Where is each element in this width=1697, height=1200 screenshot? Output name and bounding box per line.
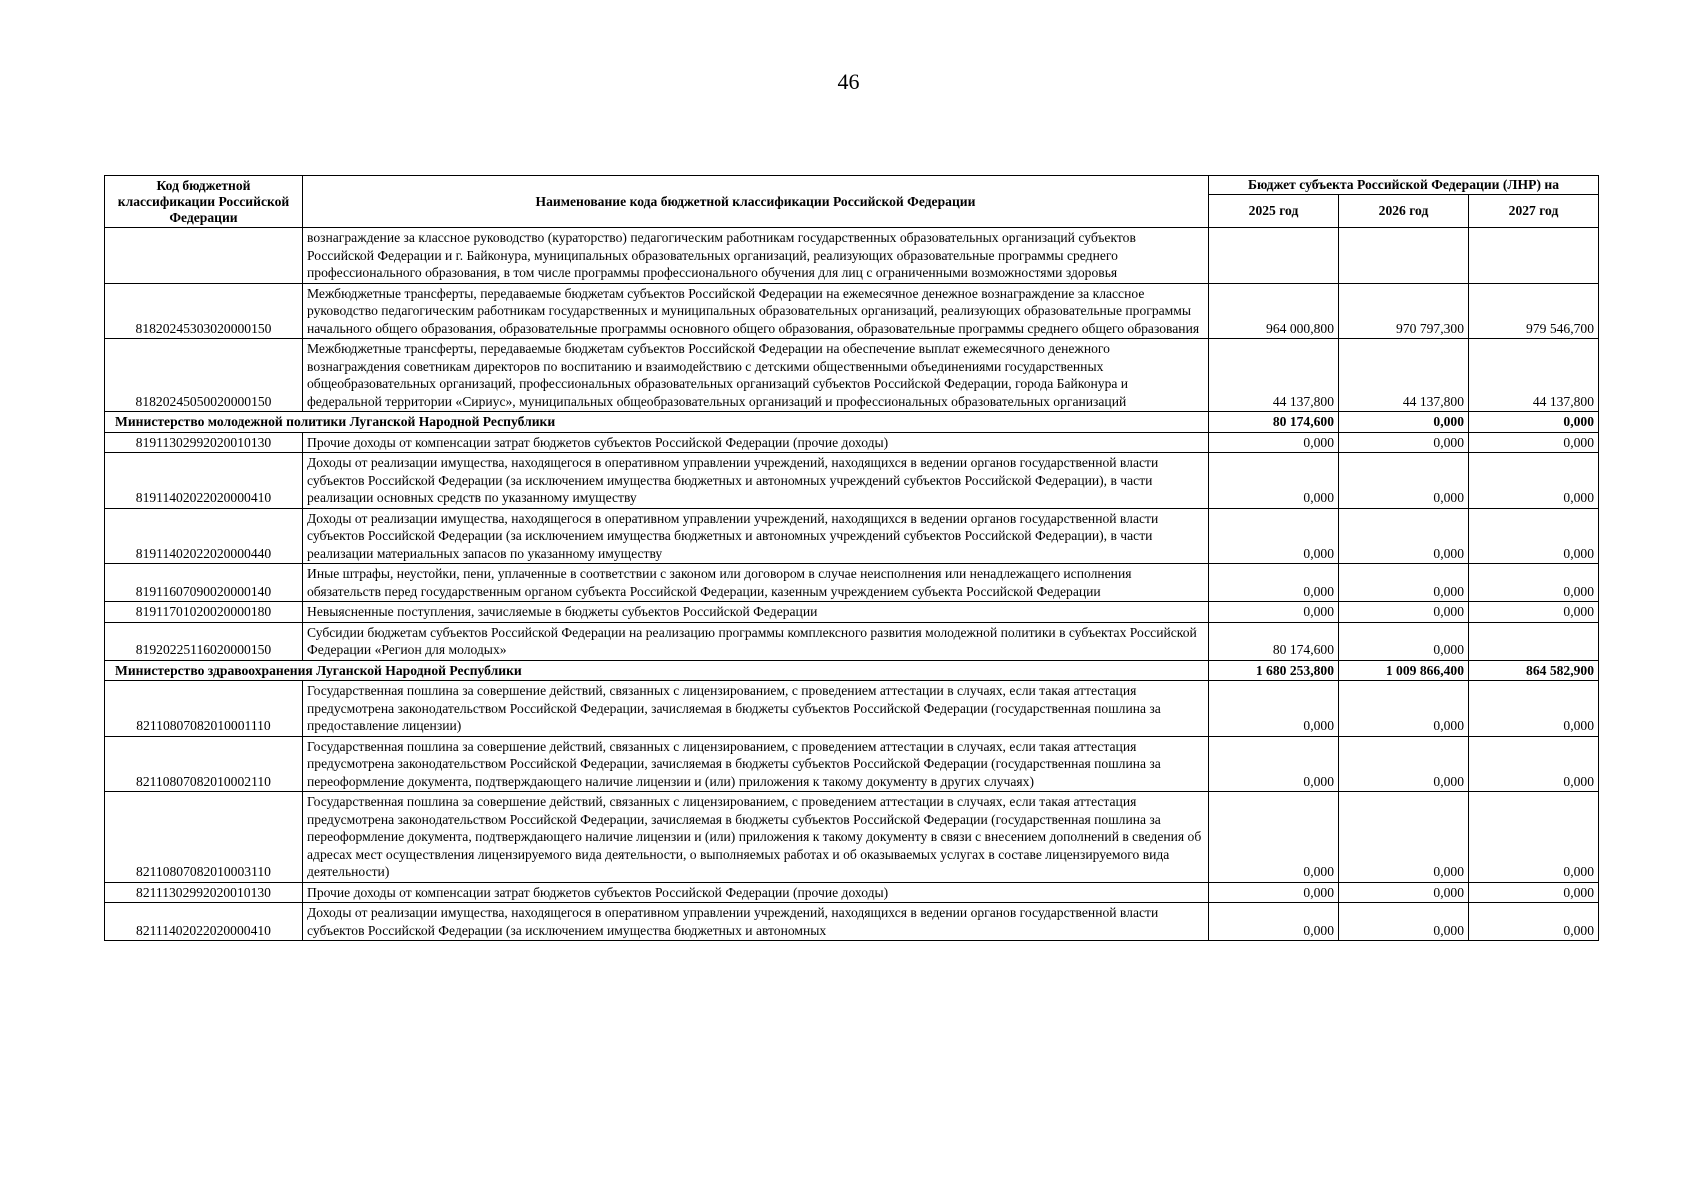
code-description: Межбюджетные трансферты, передаваемые бюджетам субъектов Российской Федерации на ежемесячное денежное вознаграждение за классное руководство педагогическим работникам государственных и муниципальных образовательных организаций, реализующих образовательные программы начального общего образования, образовательные программы основного общего образования, образовательные программы среднего общего образования — [303, 283, 1209, 339]
code-description: вознаграждение за классное руководство (кураторство) педагогическим работникам государственных образовательных организаций субъектов Российской Федерации и г. Байконура, муниципальных образовательных организаций, реализующих образовательные программы среднего профессионального образования, в том числе программы профессионального обучения для лиц с ограниченными возможностями здоровья — [303, 228, 1209, 284]
code-description: Иные штрафы, неустойки, пени, уплаченные в соответствии с законом или договором в случае неисполнения или ненадлежащего исполнения обязательств перед государственным органом субъекта Российской Федерации, казенным учреждением субъекта Российской Федерации — [303, 564, 1209, 602]
table-row — [105, 792, 1599, 883]
header-budget: Бюджет субъекта Российской Федерации (ЛНР) на — [1209, 176, 1599, 195]
code-description: Субсидии бюджетам субъектов Российской Федерации на реализацию программы комплексного развития молодежной политики в субъектах Российской Федерации «Регион для молодых» — [303, 622, 1209, 660]
code-description: Невыясненные поступления, зачисляемые в бюджеты субъектов Российской Федерации — [303, 602, 1209, 623]
amount-2027: 0,000 — [1469, 792, 1599, 883]
amount-2026: 0,000 — [1339, 736, 1469, 792]
amount-2026: 0,000 — [1339, 622, 1469, 660]
table-row — [105, 602, 1599, 623]
section-row — [105, 660, 1599, 681]
amount-2027: 0,000 — [1469, 564, 1599, 602]
amount-2025: 80 174,600 — [1209, 412, 1339, 433]
budget-code — [105, 228, 303, 284]
amount-2025: 0,000 — [1209, 602, 1339, 623]
amount-2027 — [1469, 228, 1599, 284]
budget-code: 81820245050020000150 — [105, 339, 303, 412]
header-year-2025: 2025 год — [1209, 195, 1339, 228]
amount-2026: 0,000 — [1339, 564, 1469, 602]
table-row — [105, 453, 1599, 509]
budget-code: 81911402022020000410 — [105, 453, 303, 509]
amount-2025 — [1209, 228, 1339, 284]
table-row — [105, 432, 1599, 453]
header-name: Наименование кода бюджетной классификации Российской Федерации — [303, 176, 1209, 228]
amount-2026: 0,000 — [1339, 602, 1469, 623]
budget-table — [104, 175, 1599, 941]
amount-2027: 0,000 — [1469, 903, 1599, 941]
amount-2025: 0,000 — [1209, 736, 1339, 792]
amount-2026: 0,000 — [1339, 681, 1469, 737]
budget-code: 81911402022020000440 — [105, 508, 303, 564]
amount-2026: 0,000 — [1339, 792, 1469, 883]
amount-2025: 964 000,800 — [1209, 283, 1339, 339]
amount-2027: 0,000 — [1469, 508, 1599, 564]
amount-2027: 864 582,900 — [1469, 660, 1599, 681]
table-row — [105, 508, 1599, 564]
amount-2027: 0,000 — [1469, 602, 1599, 623]
code-description: Государственная пошлина за совершение действий, связанных с лицензированием, с проведением аттестации в случаях, если такая аттестация предусмотрена законодательством Российской Федерации, зачисляемая в бюджеты субъектов Российской Федерации (государственная пошлина за предоставление лицензии) — [303, 681, 1209, 737]
amount-2026: 44 137,800 — [1339, 339, 1469, 412]
amount-2027 — [1469, 622, 1599, 660]
amount-2026: 0,000 — [1339, 882, 1469, 903]
amount-2025: 80 174,600 — [1209, 622, 1339, 660]
header-code: Код бюджетной классификации Российской Федерации — [105, 176, 303, 228]
section-title: Министерство здравоохранения Луганской Народной Республики — [105, 660, 1209, 681]
table-row — [105, 882, 1599, 903]
amount-2025: 0,000 — [1209, 903, 1339, 941]
budget-code: 82111402022020000410 — [105, 903, 303, 941]
section-title: Министерство молодежной политики Луганской Народной Республики — [105, 412, 1209, 433]
amount-2027: 0,000 — [1469, 432, 1599, 453]
table-row — [105, 564, 1599, 602]
table-row — [105, 228, 1599, 284]
amount-2025: 0,000 — [1209, 453, 1339, 509]
table-row — [105, 736, 1599, 792]
amount-2026: 0,000 — [1339, 432, 1469, 453]
amount-2027: 0,000 — [1469, 412, 1599, 433]
amount-2025: 0,000 — [1209, 792, 1339, 883]
budget-code: 82110807082010003110 — [105, 792, 303, 883]
amount-2025: 44 137,800 — [1209, 339, 1339, 412]
header-year-2026: 2026 год — [1339, 195, 1469, 228]
section-row — [105, 412, 1599, 433]
amount-2025: 1 680 253,800 — [1209, 660, 1339, 681]
amount-2027: 0,000 — [1469, 736, 1599, 792]
code-description: Государственная пошлина за совершение действий, связанных с лицензированием, с проведением аттестации в случаях, если такая аттестация предусмотрена законодательством Российской Федерации, зачисляемая в бюджеты субъектов Российской Федерации (государственная пошлина за переоформление документа, подтверждающего наличие лицензии и (или) приложения к такому документу в других случаях) — [303, 736, 1209, 792]
amount-2026: 0,000 — [1339, 412, 1469, 433]
amount-2027: 0,000 — [1469, 882, 1599, 903]
amount-2025: 0,000 — [1209, 681, 1339, 737]
budget-code: 81920225116020000150 — [105, 622, 303, 660]
table-body — [105, 228, 1599, 941]
amount-2027: 44 137,800 — [1469, 339, 1599, 412]
table-row — [105, 903, 1599, 941]
budget-code: 81911607090020000140 — [105, 564, 303, 602]
amount-2027: 0,000 — [1469, 681, 1599, 737]
amount-2027: 0,000 — [1469, 453, 1599, 509]
amount-2026: 0,000 — [1339, 453, 1469, 509]
budget-code: 82111302992020010130 — [105, 882, 303, 903]
code-description: Межбюджетные трансферты, передаваемые бюджетам субъектов Российской Федерации на обеспечение выплат ежемесячного денежного вознаграждения советникам директоров по воспитанию и взаимодействию с детскими общественными объединениями государственных общеобразовательных организаций, профессиональных образовательных организаций субъектов Российской Федерации, города Байконура и федеральной территории «Сириус», муниципальных общеобразовательных организаций и профессиональных образовательных организаций — [303, 339, 1209, 412]
amount-2027: 979 546,700 — [1469, 283, 1599, 339]
amount-2025: 0,000 — [1209, 882, 1339, 903]
header-year-2027: 2027 год — [1469, 195, 1599, 228]
amount-2025: 0,000 — [1209, 432, 1339, 453]
code-description: Государственная пошлина за совершение действий, связанных с лицензированием, с проведением аттестации в случаях, если такая аттестация предусмотрена законодательством Российской Федерации, зачисляемая в бюджеты субъектов Российской Федерации (государственная пошлина за переоформление документа, подтверждающего наличие лицензии и (или) приложения к такому документу в связи с внесением дополнений в сведения об адресах мест осуществления лицензируемого вида деятельности, о выполняемых работах и об оказываемых услугах в составе лицензируемого вида деятельности) — [303, 792, 1209, 883]
amount-2026: 0,000 — [1339, 903, 1469, 941]
page-number: 46 — [837, 69, 860, 94]
code-description: Доходы от реализации имущества, находящегося в оперативном управлении учреждений, находящихся в ведении органов государственной власти субъектов Российской Федерации (за исключением имущества бюджетных и автономных учреждений субъектов Российской Федерации), в части реализации материальных запасов по указанному имуществу — [303, 508, 1209, 564]
code-description: Прочие доходы от компенсации затрат бюджетов субъектов Российской Федерации (прочие доходы) — [303, 432, 1209, 453]
budget-code: 82110807082010001110 — [105, 681, 303, 737]
amount-2025: 0,000 — [1209, 564, 1339, 602]
amount-2026 — [1339, 228, 1469, 284]
table-row — [105, 283, 1599, 339]
table-row — [105, 681, 1599, 737]
amount-2026: 1 009 866,400 — [1339, 660, 1469, 681]
budget-code: 81820245303020000150 — [105, 283, 303, 339]
code-description: Прочие доходы от компенсации затрат бюджетов субъектов Российской Федерации (прочие доходы) — [303, 882, 1209, 903]
budget-code: 81911302992020010130 — [105, 432, 303, 453]
budget-code: 82110807082010002110 — [105, 736, 303, 792]
budget-code: 81911701020020000180 — [105, 602, 303, 623]
amount-2025: 0,000 — [1209, 508, 1339, 564]
table-row — [105, 622, 1599, 660]
table-row — [105, 339, 1599, 412]
code-description: Доходы от реализации имущества, находящегося в оперативном управлении учреждений, находящихся в ведении органов государственной власти субъектов Российской Федерации (за исключением имущества бюджетных и автономных учреждений субъектов Российской Федерации), в части реализации основных средств по указанному имуществу — [303, 453, 1209, 509]
code-description: Доходы от реализации имущества, находящегося в оперативном управлении учреждений, находящихся в ведении органов государственной власти субъектов Российской Федерации (за исключением имущества бюджетных и автономных — [303, 903, 1209, 941]
amount-2026: 0,000 — [1339, 508, 1469, 564]
amount-2026: 970 797,300 — [1339, 283, 1469, 339]
